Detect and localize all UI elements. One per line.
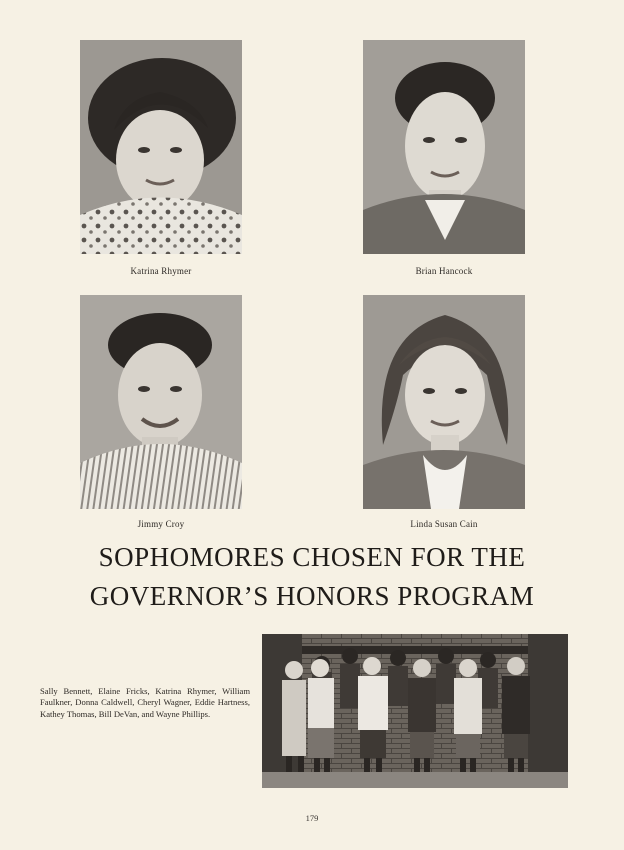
portrait-photo-katrina-rhymer [80,40,242,254]
group-photo [262,634,568,788]
group-photo-caption: Sally Bennett, Elaine Fricks, Katrina Rhymer, William Faulkner, Donna Caldwell, Cheryl Wagner, Eddie Hartness, Kathey Thomas, Bill DeVan, and Wayne Phillips. [40,686,250,719]
headline-line-1: SOPHOMORES CHOSEN FOR THE [98,542,526,572]
portrait-photo-linda-susan-cain [363,295,525,509]
page-headline [40,540,584,614]
portrait-caption-katrina-rhymer: Katrina Rhymer [130,266,192,276]
headline-line-2: GOVERNOR’S HONORS PROGRAM [89,581,535,611]
portrait-photo-jimmy-croy [80,295,242,509]
portrait-caption-jimmy-croy: Jimmy Croy [137,519,185,529]
portrait-photo-brian-hancock [363,40,525,254]
page-number: 179 [305,813,319,823]
portrait-caption-linda-susan-cain: Linda Susan Cain [410,519,478,529]
portrait-caption-brian-hancock: Brian Hancock [415,266,473,276]
